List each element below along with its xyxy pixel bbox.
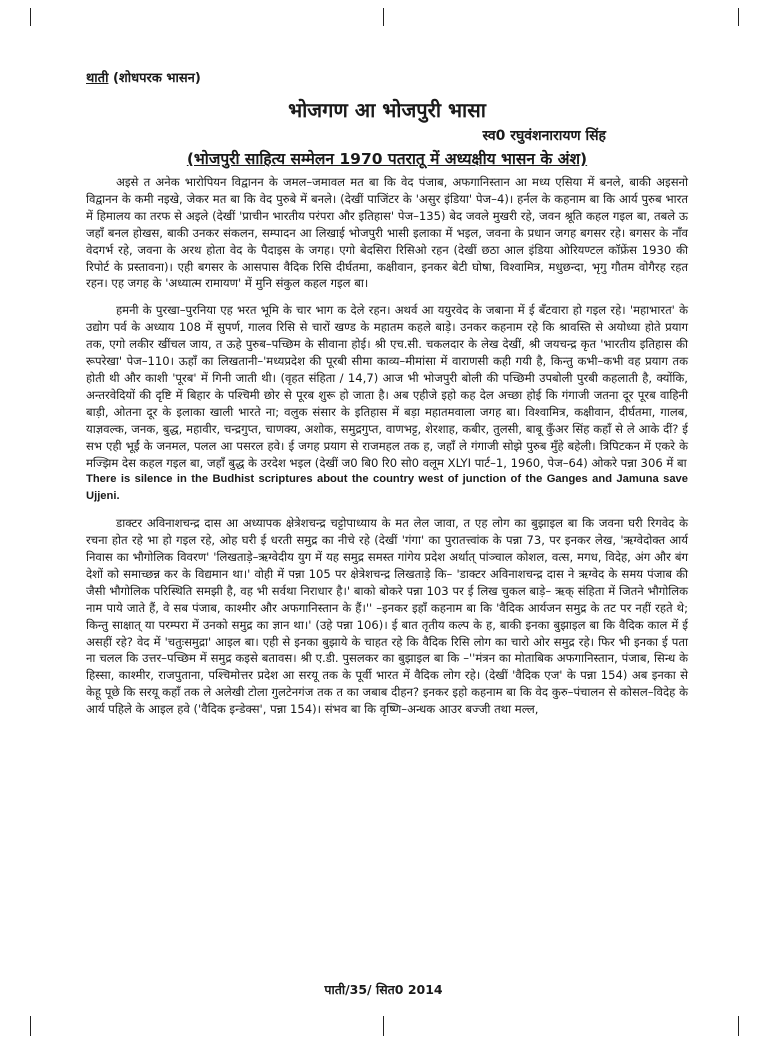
article-author: स्व0 रघुवंशनारायण सिंह [482, 128, 606, 144]
section-link: थाती [86, 71, 109, 86]
article-title: भोजगण आ भोजपुरी भासा [288, 98, 486, 122]
section-tag [86, 68, 688, 86]
article-subtitle: (भोजपुरी साहित्य सम्मेलन 1970 पतरातू में अध्यक्षीय भासन के अंश) [186, 150, 588, 168]
paragraph-1: अइसे त अनेक भारोपियन विद्वानन के जमल–जमावल मत बा कि वेद पंजाब, अफगानिस्तान आ मध्य एसिया में बनले, बाकी अइसनो विद्वानन के कमी नइखे, जेकर मत बा कि वेद पुरुबे में बनले। (देखीं पाजिंटर के 'असुर इंडिया' पेज–4)। हर्नल के कहनाम बा कि आर्य पुरुब भारत में हिमालय का तरफ से अइले (देखीं 'प्राचीन भारतीय परंपरा और इतिहास' पेज–135) बेद जवले मुखरी रहे, जवन श्रूति कहल गइल बा, तबले ऊ जहाँ बनल होखस, बाकी उनकर संकलन, सम्पादन आ लिखाई भोजपुरी भासी इलाका में भइल, जवना के प्रधान जगह बगसर रहे। बगसर के नाँव वेदगर्भ रहे, जवना के अरथ होता वेद के पैदाइस के जगह। एगो बेदसिरा रिसिओ रहन (देखीं छठा आल इंडिया ओरियण्टल कॉफ्रेंस 1930 की रिपोर्ट के प्रस्तावना)। एही बगसर के आसपास वैदिक रिसि दीर्घतमा, कक्षीवान, इनकर बेटी घोषा, विश्वामित्र, मधुछन्दा, भृगु गौतम वोगैरह रहत रहन। एह जगह के 'अध्यात्म रामायण' में मुनि संकुल कहल गइल बा। [86, 175, 688, 291]
paragraph-2: हमनी के पुरखा–पुरनिया एह भरत भूमि के चार भाग क देले रहन। अथर्व आ ययुरवेद के जबाना में ई बँटवारा हो गइल रहे। 'महाभारत' के उद्योग पर्व के अध्याय 108 में सुपर्ण, गालव रिसि से चारों खण्ड के महातम कहले बाड़े। उनकर कहनाम रहे कि श्रावस्ति से अयोध्या होते प्रयाग तक, एगो लकीर खींचल जाय, त ऊहे पुरुब–पच्छिम के सीवाना होई। श्री एच.सी. चकलदार के लेख देखीं, श्री जयचन्द्र कृत 'भारतीय इतिहास की रूपरेखा' पेज–110। ऊहाँ का लिखतानी–'मध्यप्रदेश की पूरबी सीमा काव्य–मीमांसा में वाराणसी कही गयी है, किन्तु कभी–कभी वह प्रयाग तक होती थी और काशी 'पूरब' में गिनी जाती थी। (वृहत संहिता / 14,7) आज भी भोजपुरी बोली की पच्छिमी उपबोली पुरबी कहलाती है, क्योंकि, अन्तरवेदियों की दृष्टि में बिहार के पश्चिमी छोर से पूरब शुरू हो जाता है। अब एहीजे इहो कह देल अच्छा होई कि गंगाजी जतना दूर पूरब वाहिनी बाड़ी, ओतना दूर के इलाका खाली भारते ना; वलुक संसार के इतिहास में बड़ा महातमवाला जगह बा। विश्वामित्र, कक्षीवान, दीर्घतमा, गालब, याज्ञवल्क, जनक, बुद्ध, महावीर, चन्द्रगुप्त, चाणक्य, अशोक, समुद्रगुप्त, वाणभट्ट, शेरशाह, कबीर, तुलसी, बाबू कुँअर सिंह कहाँ से ले आके दीं? ई सभ एही भूईं के जनमल, पलल आ पसरल हवे। ई जगह प्रयाग से राजमहल तक ह, जहाँ ले गंगाजी सोझे पुरुब मुँहे बहेली। त्रिपिटकन में एकरे के मज्झिम देस कहल गइल बा, जहाँ बुद्ध के उरदेश भइल (देखीं ज0 बि0 रि0 सो0 वलूम XLYI पार्ट–1, 1960, पेज–64) ओकरे पन्ना 306 में बा [86, 303, 688, 470]
article-page [86, 68, 688, 718]
crop-mark-top-right [738, 8, 739, 26]
crop-mark-top-left [30, 8, 31, 26]
crop-mark-bottom-center [383, 1016, 384, 1036]
crop-mark-bottom-left [30, 1016, 31, 1036]
paragraph-3: डाक्टर अविनाशचन्द्र दास आ अध्यापक क्षेत्रेशचन्द्र चट्टोपाध्याय के मत लेल जावा, त एह लोग का बुझाइल बा कि जवना घरी रिगवेद के रचना होत रहे भा हो गइल रहे, ओह घरी ई धरती समुद्र का नीचे रहे (देखीं 'गंगा' का पुरातत्त्वांक के पन्ना 73, पर इनकर लेख, 'ऋग्वेदोक्त आर्य निवास का भौगोलिक विवरण' 'लिखताड़े–ऋग्वेदीय युग में यह समुद्र समस्त गांगेय प्रदेश अर्थात् पांञ्चाल कोशल, वत्स, मगध, विदेह, अंग और बंग देशों को समाच्छन्न कर के विद्यमान था।' वोही में पन्ना 105 पर क्षेत्रेशचन्द्र लिखताड़े कि– 'डाक्टर अविनाशचन्द्र दास ने ऋग्वेद के समय पंजाब की जैसी भौगोलिक परिस्थिति समझी है, वह भी सर्वथा निराधार है।' बाको बोकरे पन्ना 103 पर ई लिख चुकल बाड़े– ऋक् संहिता में जितने भौगोलिक नाम पाये जाते हैं, वे सब पंजाब, काश्मीर और अफगानिस्तान के हैं।'' –इनकर इहाँ कहनाम बा कि 'वैदिक आर्यजन समुद्र के तट पर नहीं रहते थे; किन्तु साक्षात् या परम्परा में उनको समुद्र का ज्ञान था।' (उहे पन्ना 106)। ई बात तृतीय कल्प के ह, बाकी इनका बुझाइल बा कि वैदिक काल में ई असहीं रहे? वेद में 'चतुःसमुद्रा' आइल बा। एही से इनका बुझाये के चाहत रहे कि वैदिक रिसि लोग का चारो ओर समुद्र रहे। फिर भी इनका ई पता ना चलल कि उत्तर–पच्छिम में समुद्र कइसे बतावस। श्री ए.डी. पुसलकर का बुझाइल बा कि –''मंत्रन का मोताबिक अफगानिस्तान, पंजाब, सिन्ध के हिस्सा, काश्मीर, राजपुताना, पश्चिमोत्तर प्रदेश आ सरयू तक के पूर्वी भारत में वैदिक लोग रहे। (देखीं 'वैदिक एज' के पन्ना 154) अब इनका से केहू पूछे कि सरयू कहाँ तक ले अलेखी टोला गुलटेनगंज तक त का जबाब दीहन? इनकर इहो कहनाम बा कि वेद कुरु–पंचालन से कोसल–विदेह के आर्य पहिले के आइल हवे ('वैदिक इन्डेक्स', पन्ना 154)। संभव बा कि वृष्णि–अन्धक आउर बज्जी तथा मल्ल, [86, 516, 688, 717]
page-footer: पाती/35/ सित0 2014 [324, 982, 443, 997]
crop-mark-bottom-right [738, 1016, 739, 1036]
crop-mark-top-center [383, 8, 384, 26]
article-body [86, 174, 688, 718]
section-subtitle: (शोधपरक भासन) [108, 71, 201, 86]
english-quote: There is silence in the Budhist scriptures about the country west of junction of the Ganges and Jamuna save Ujjeni. [86, 473, 688, 503]
